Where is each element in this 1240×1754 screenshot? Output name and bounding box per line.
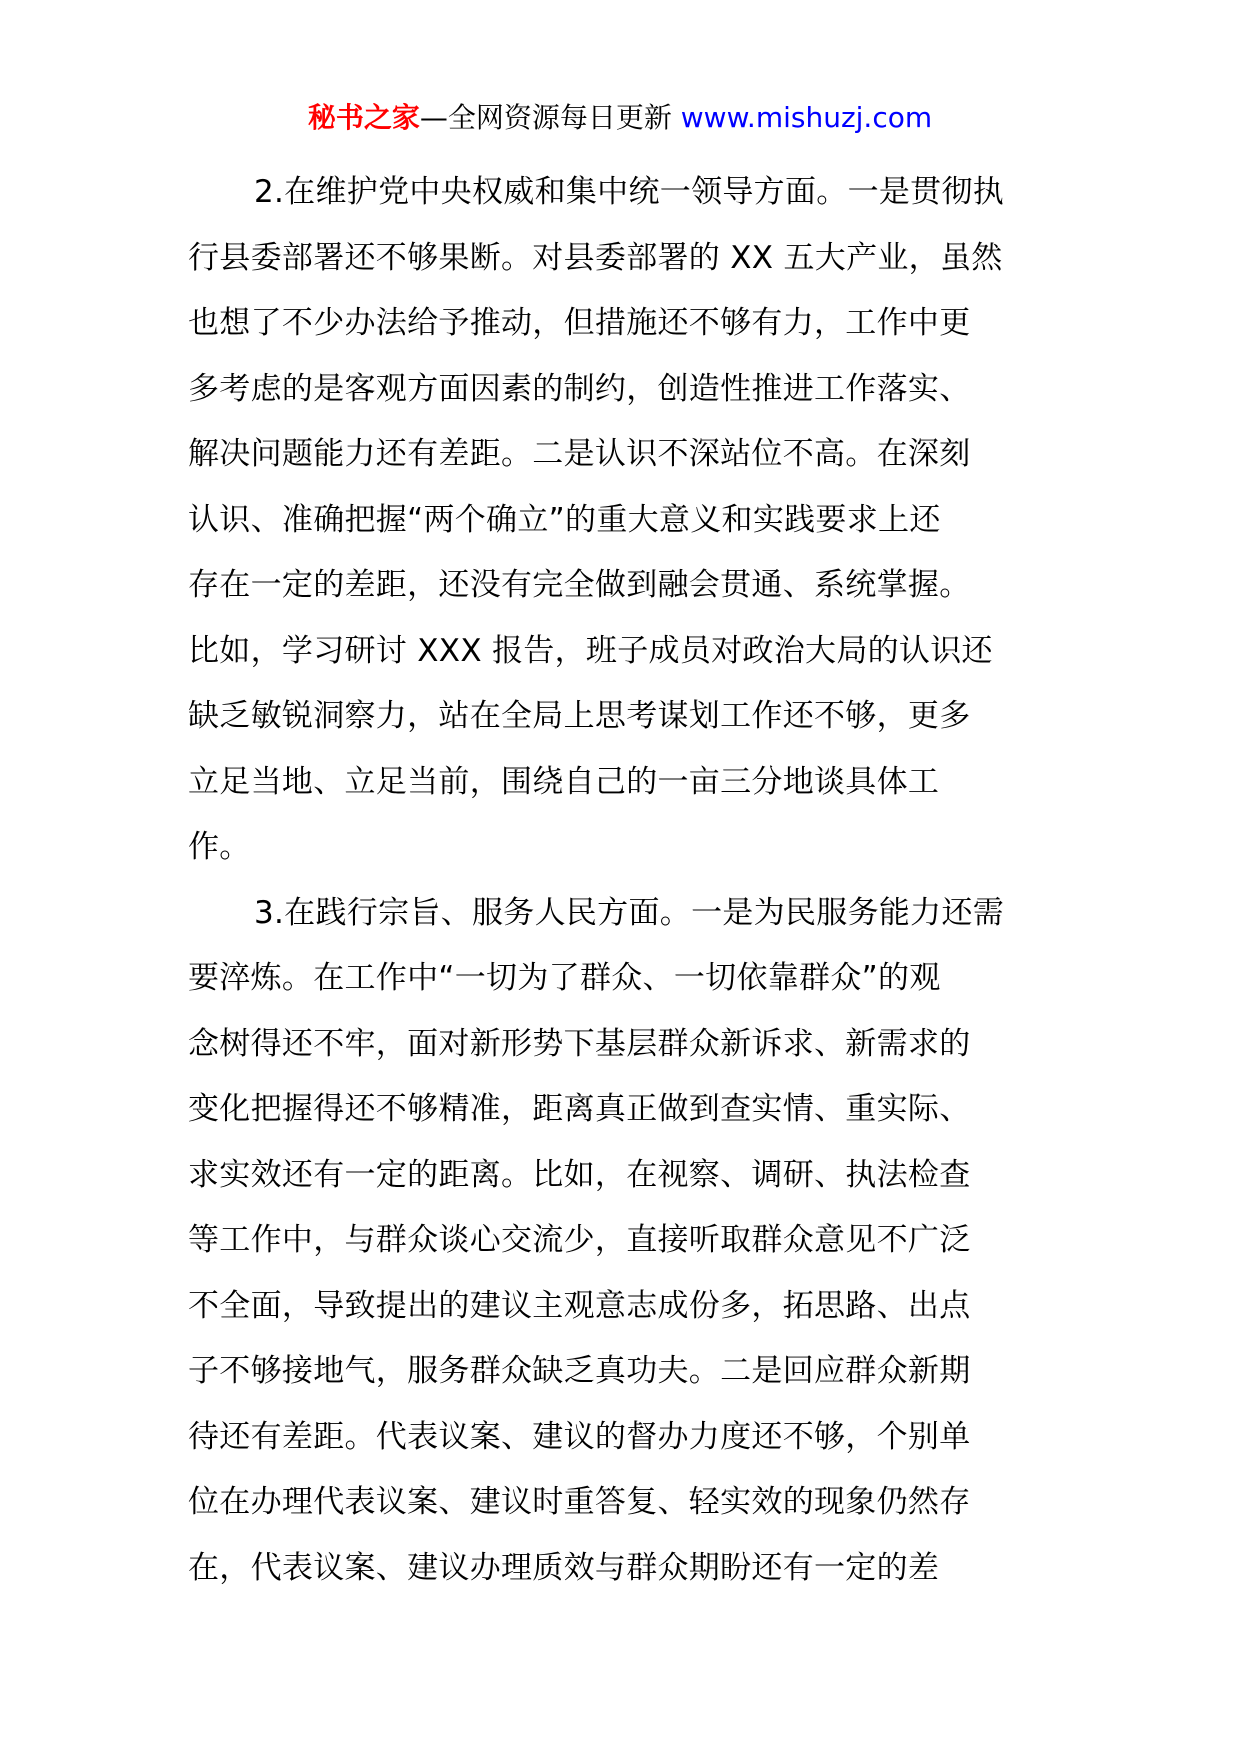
paragraph-line: 位在办理代表议案、建议时重答复、轻实效的现象仍然存 [188,1484,971,1520]
site-name: 秘书之家 [307,101,420,134]
paragraph-2 [188,881,1068,1602]
paragraph-line: 作。 [188,829,251,865]
document-body [188,160,1068,1601]
paragraph-line: 行县委部署还不够果断。对县委部署的 XX 五大产业，虽然 [188,239,1003,276]
paragraph-line: 要淬炼。在工作中“一切为了群众、一切依靠群众”的观 [188,960,941,996]
paragraph-line: 在，代表议案、建议办理质效与群众期盼还有一定的差 [188,1549,940,1586]
paragraph-line: 存在一定的差距，还没有完全做到融会贯通、系统掌握。 [188,567,971,603]
paragraph-line: 求实效还有一定的距离。比如，在视察、调研、执法检查 [188,1156,971,1193]
site-url-link[interactable]: www.mishuzj.com [680,101,933,134]
site-header [0,98,1240,138]
paragraph-line: 3.在践行宗旨、服务人民方面。一是为民服务能力还需 [254,894,1005,931]
paragraph-1 [188,160,1068,881]
paragraph-line: 比如，学习研讨 XXX 报告，班子成员对政治大局的认识还 [188,632,993,669]
paragraph-line: 缺乏敏锐洞察力，站在全局上思考谋划工作还不够，更多 [188,698,971,734]
paragraph-line: 多考虑的是客观方面因素的制约，创造性推进工作落实、 [188,370,971,407]
paragraph-line: 解决问题能力还有差距。二是认识不深站位不高。在深刻 [188,436,971,472]
paragraph-line: 立足当地、立足当前，围绕自己的一亩三分地谈具体工 [188,763,940,800]
paragraph-line: 不全面，导致提出的建议主观意志成份多，拓思路、出点 [188,1287,971,1324]
paragraph-line: 念树得还不牢，面对新形势下基层群众新诉求、新需求的 [188,1025,971,1062]
paragraph-line: 待还有差距。代表议案、建议的督办力度还不够，个别单 [188,1418,971,1455]
paragraph-line: 认识、准确把握“两个确立”的重大意义和实践要求上还 [188,501,941,538]
paragraph-line: 变化把握得还不够精准，距离真正做到查实情、重实际、 [188,1091,971,1127]
paragraph-line: 子不够接地气，服务群众缺乏真功夫。二是回应群众新期 [188,1353,971,1389]
paragraph-line: 等工作中，与群众谈心交流少，直接听取群众意见不广泛 [188,1222,971,1258]
paragraph-line: 也想了不少办法给予推动，但措施还不够有力，工作中更 [188,305,971,341]
paragraph-line: 2.在维护党中央权威和集中统一领导方面。一是贯彻执 [254,174,1005,210]
site-tagline: —全网资源每日更新 [419,101,681,134]
